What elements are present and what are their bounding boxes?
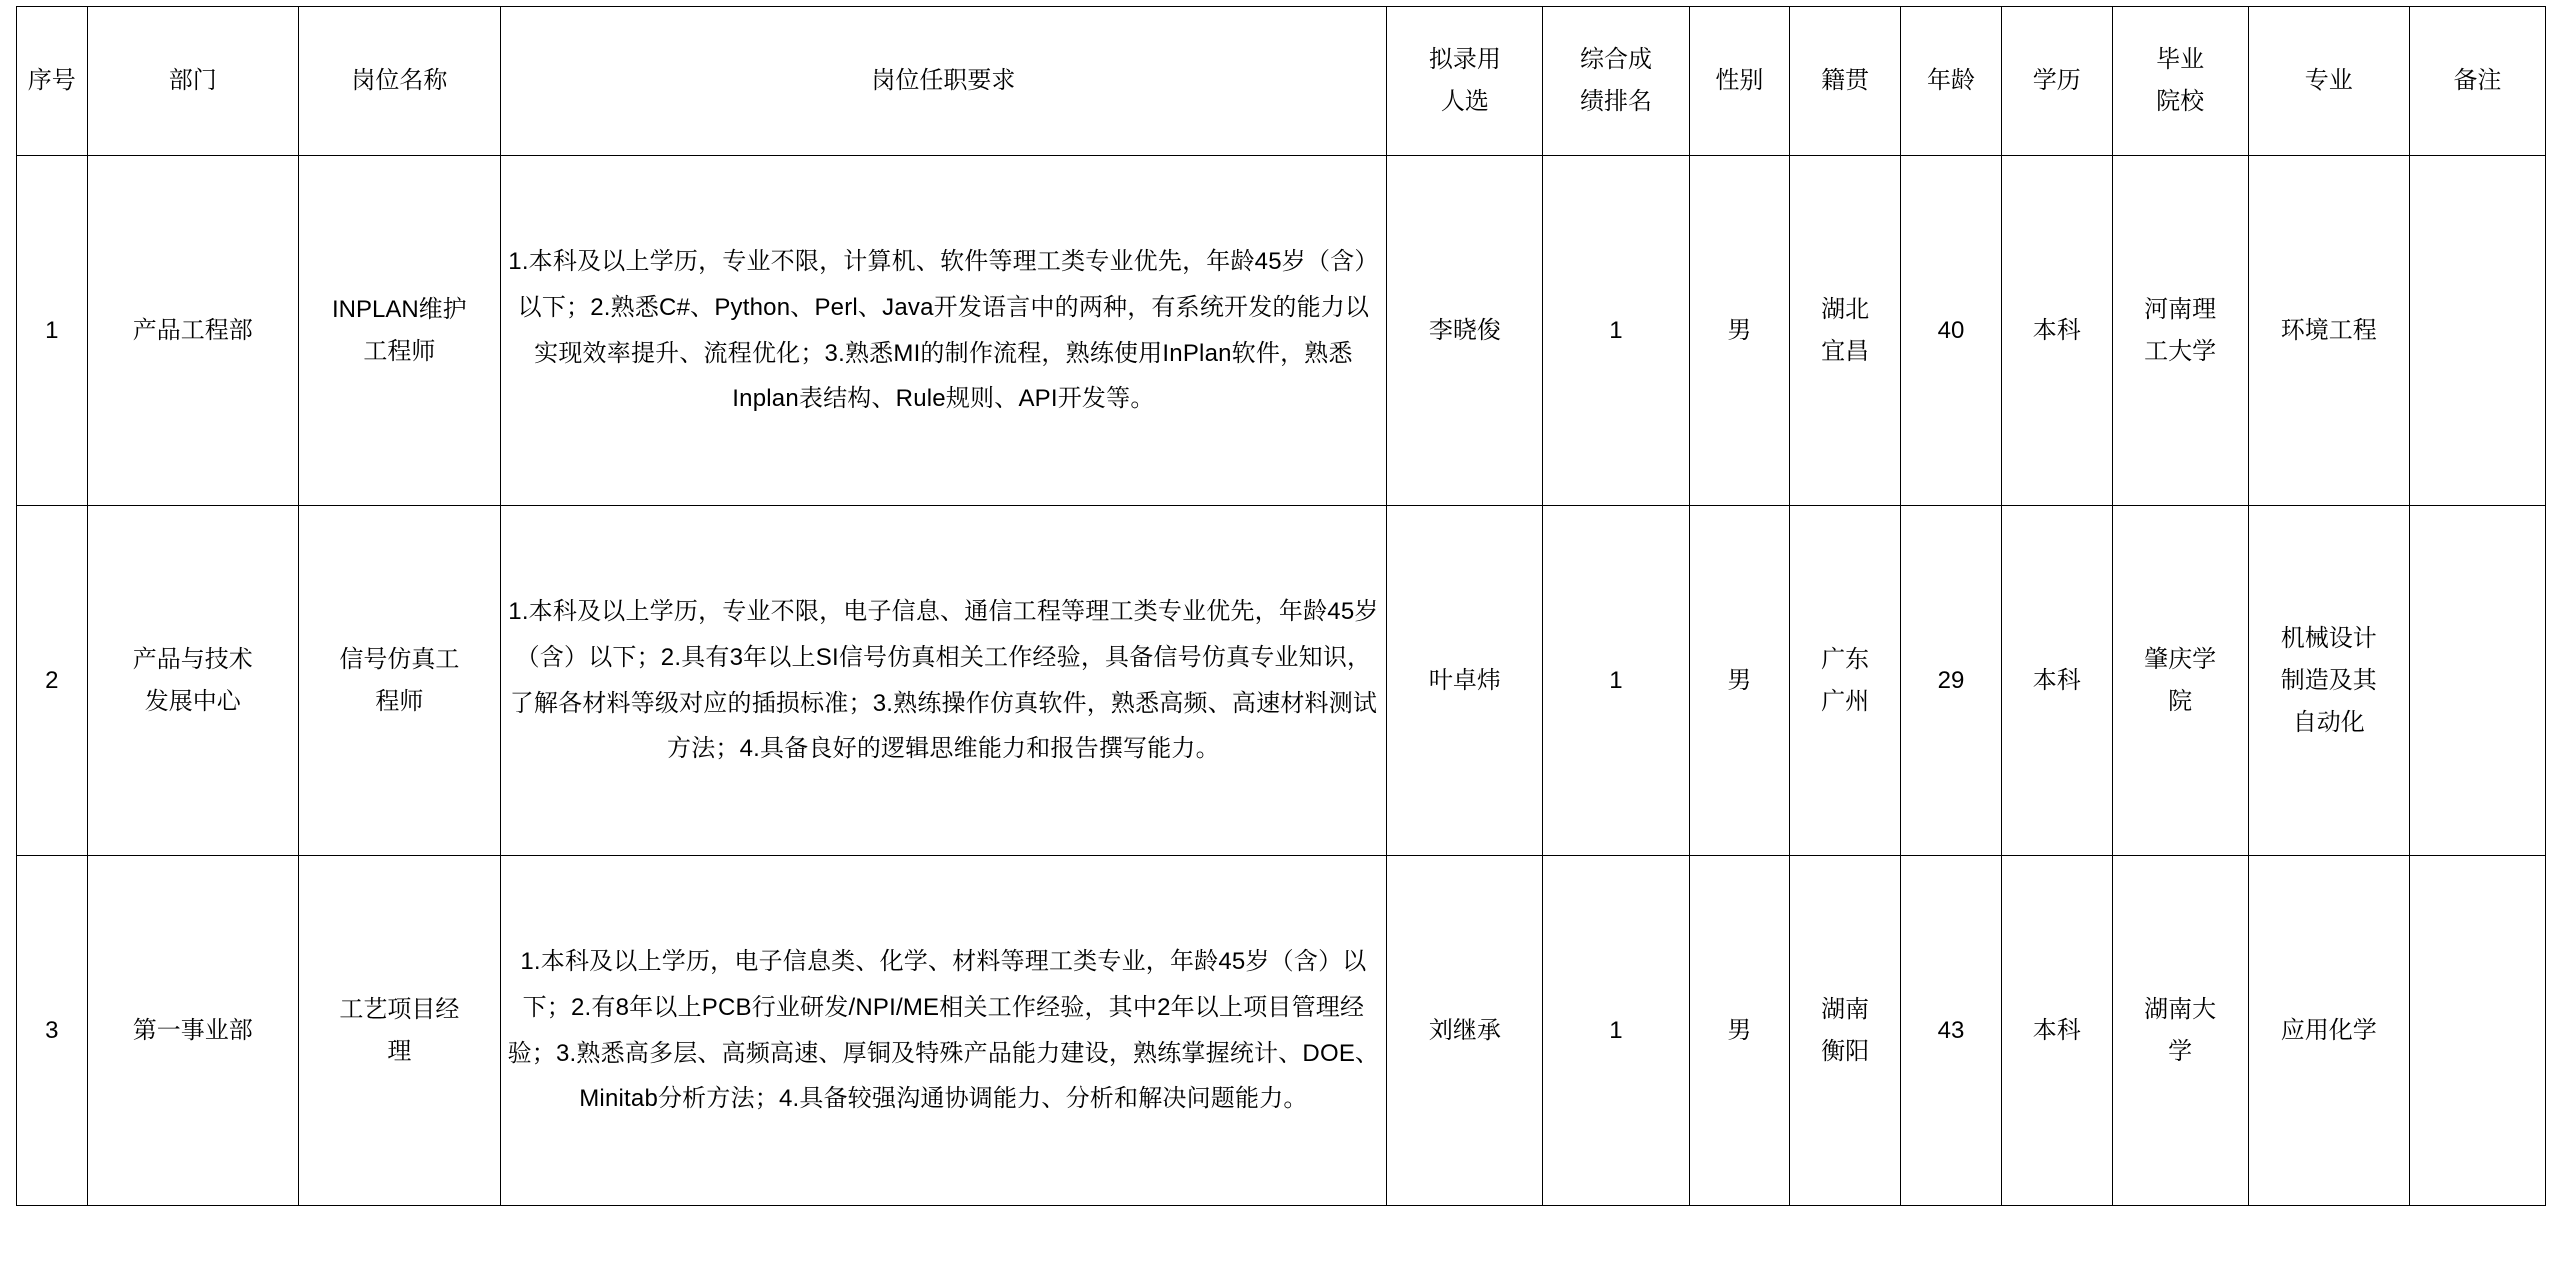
cell-department <box>87 856 299 1206</box>
cell-candidate: 叶卓炜 <box>1387 506 1543 856</box>
header-index: 序号 <box>17 7 88 156</box>
cell-department <box>87 156 299 506</box>
cell-rank: 1 <box>1543 506 1689 856</box>
cell-note <box>2409 506 2545 856</box>
cell-major-line: 自动化 <box>2292 708 2365 736</box>
cell-department-line: 第一事业部 <box>132 1016 253 1044</box>
cell-rank: 1 <box>1543 156 1689 506</box>
cell-major <box>2248 506 2409 856</box>
cell-major-line: 环境工程 <box>2280 316 2377 344</box>
cell-education: 本科 <box>2001 156 2112 506</box>
cell-department <box>87 506 299 856</box>
cell-origin-line: 衡阳 <box>1821 1037 1870 1065</box>
cell-education: 本科 <box>2001 506 2112 856</box>
cell-note <box>2409 856 2545 1206</box>
header-row <box>17 7 2546 156</box>
cell-candidate: 刘继承 <box>1387 856 1543 1206</box>
cell-requirement: 1.本科及以上学历，专业不限，计算机、软件等理工类专业优先，年龄45岁（含）以下；2.熟悉C#、Python、Perl、Java开发语言中的两种，有系统开发的能力以实现效率提升、流程优化；3.熟悉MI的制作流程，熟练使用InPlan软件，熟悉Inplan表结构、Rule规则、API开发等。 <box>500 156 1387 506</box>
header-school-line2: 院校 <box>2156 88 2205 115</box>
header-candidate-line2: 人选 <box>1440 88 1489 115</box>
cell-position-line: 工艺项目经 <box>339 995 460 1023</box>
cell-major-line: 机械设计 <box>2280 624 2377 652</box>
cell-requirement: 1.本科及以上学历，电子信息类、化学、材料等理工类专业，年龄45岁（含）以下；2.有8年以上PCB行业研发/NPI/ME相关工作经验，其中2年以上项目管理经验；3.熟悉高多层、高频高速、厚铜及特殊产品能力建设，熟练掌握统计、DOE、Minitab分析方法；4.具备较强沟通协调能力、分析和解决问题能力。 <box>500 856 1387 1206</box>
cell-major <box>2248 856 2409 1206</box>
header-rank-line2: 绩排名 <box>1579 88 1652 115</box>
cell-age: 29 <box>1901 506 2002 856</box>
header-school <box>2112 7 2248 156</box>
header-candidate-line1: 拟录用 <box>1428 46 1501 73</box>
table-body <box>17 156 2546 1206</box>
cell-index: 2 <box>17 506 88 856</box>
cell-age: 43 <box>1901 856 2002 1206</box>
cell-index: 3 <box>17 856 88 1206</box>
table-row <box>17 506 2546 856</box>
cell-position-line: 信号仿真工 <box>339 645 460 673</box>
cell-age: 40 <box>1901 156 2002 506</box>
cell-department-line: 产品工程部 <box>132 316 253 344</box>
cell-gender: 男 <box>1689 156 1790 506</box>
cell-school <box>2112 506 2248 856</box>
cell-origin-line: 广州 <box>1821 687 1870 715</box>
cell-school-line: 肇庆学 <box>2144 645 2217 673</box>
cell-gender: 男 <box>1689 856 1790 1206</box>
cell-requirement: 1.本科及以上学历，专业不限，电子信息、通信工程等理工类专业优先，年龄45岁（含）以下；2.具有3年以上SI信号仿真相关工作经验，具备信号仿真专业知识，了解各材料等级对应的插损标准；3.熟练操作仿真软件，熟悉高频、高速材料测试方法；4.具备良好的逻辑思维能力和报告撰写能力。 <box>500 506 1387 856</box>
header-rank-line1: 综合成 <box>1579 46 1652 73</box>
cell-department-line: 产品与技术 <box>132 645 253 673</box>
cell-department-line: 发展中心 <box>144 687 241 715</box>
cell-origin-line: 宜昌 <box>1821 337 1870 365</box>
table-header <box>17 7 2546 156</box>
header-candidate <box>1387 7 1543 156</box>
cell-position <box>299 506 501 856</box>
cell-school <box>2112 156 2248 506</box>
header-note: 备注 <box>2409 7 2545 156</box>
cell-rank: 1 <box>1543 856 1689 1206</box>
cell-major <box>2248 156 2409 506</box>
cell-origin-line: 广东 <box>1821 645 1870 673</box>
cell-school-line: 湖南大 <box>2144 995 2217 1023</box>
header-position: 岗位名称 <box>299 7 501 156</box>
header-age: 年龄 <box>1901 7 2002 156</box>
cell-school-line: 学 <box>2168 1037 2193 1065</box>
cell-origin <box>1790 506 1901 856</box>
cell-origin-line: 湖北 <box>1821 295 1870 323</box>
cell-school-line: 河南理 <box>2144 295 2217 323</box>
cell-origin <box>1790 156 1901 506</box>
cell-position <box>299 856 501 1206</box>
cell-position-line: 程师 <box>375 687 424 715</box>
header-department: 部门 <box>87 7 299 156</box>
cell-major-line: 应用化学 <box>2280 1016 2377 1044</box>
cell-school-line: 工大学 <box>2144 337 2217 365</box>
header-gender: 性别 <box>1689 7 1790 156</box>
header-major: 专业 <box>2248 7 2409 156</box>
cell-origin <box>1790 856 1901 1206</box>
cell-gender: 男 <box>1689 506 1790 856</box>
header-school-line1: 毕业 <box>2156 46 2205 73</box>
cell-position-line: 工程师 <box>363 337 436 365</box>
cell-candidate: 李晓俊 <box>1387 156 1543 506</box>
cell-index: 1 <box>17 156 88 506</box>
header-origin: 籍贯 <box>1790 7 1901 156</box>
recruitment-table <box>16 6 2546 1206</box>
header-education: 学历 <box>2001 7 2112 156</box>
cell-education: 本科 <box>2001 856 2112 1206</box>
table-row <box>17 856 2546 1206</box>
header-rank <box>1543 7 1689 156</box>
table-row <box>17 156 2546 506</box>
cell-note <box>2409 156 2545 506</box>
cell-school <box>2112 856 2248 1206</box>
cell-position <box>299 156 501 506</box>
header-requirement: 岗位任职要求 <box>500 7 1387 156</box>
cell-position-line: 理 <box>387 1037 412 1065</box>
cell-school-line: 院 <box>2168 687 2193 715</box>
cell-origin-line: 湖南 <box>1821 995 1870 1023</box>
cell-position-line: INPLAN维护 <box>331 295 467 323</box>
cell-major-line: 制造及其 <box>2280 666 2377 694</box>
